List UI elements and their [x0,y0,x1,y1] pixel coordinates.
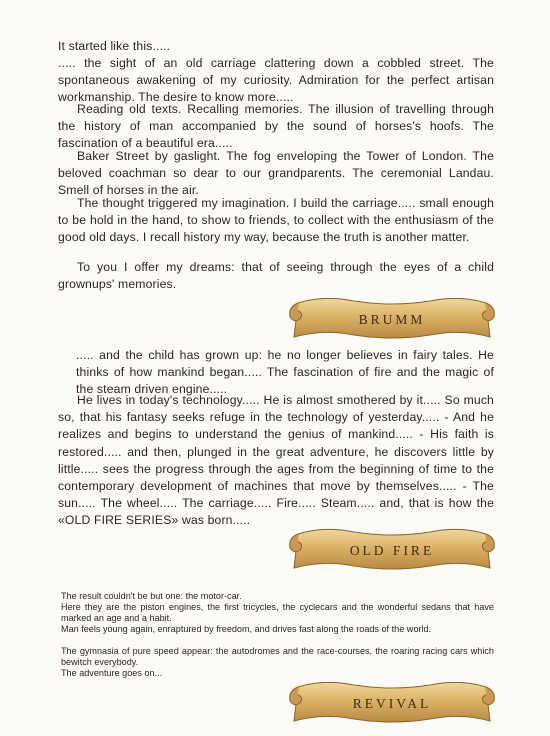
closing-line-young-again: Man feels young again, enraptured by freedom, and drives fast along the roads of the world. [61,624,432,634]
old-fire-banner-label: OLD FIRE [349,543,435,558]
closing-line-gymnasia: The gymnasia of pure speed appear: the autodromes and the race-courses, the roaring racing cars which bewitch everybody. [61,646,494,668]
closing-line-adventure: The adventure goes on... [61,668,163,678]
intro-paragraph-dreams: To you I offer my dreams: that of seeing through the eyes of a child grownups' memories. [58,260,494,292]
brumm-scroll-banner [284,293,500,347]
middle-paragraph-child: ..... and the child has grown up: he no longer believes in fairy tales. He thinks of how mankind began..... The fascination of fire and the magic of the steam driven engine..... [76,348,494,397]
old-fire-scroll-banner [284,524,500,578]
intro-paragraph-carriage: ..... the sight of an old carriage clattering down a cobbled street. The spontaneous awakening of my curiosity. Admiration for the perfect artisan workmanship. The desire to know more..... [58,56,494,105]
intro-paragraph-imagination: The thought triggered my imagination. I build the carriage..... small enough to be hold in the hand, to show to friends, to collect with the enthusiasm of the good old days. I recall history my way, because the truth is another matter. [58,196,494,245]
middle-paragraph-technology: He lives in today's technology..... He is almost smothered by it..... So much so, that his fantasy seeks refuge in the technology of yesterday..... - And he realizes and begins to understand the genius of mankind..... - His faith is restored..... and then, plunged in the great adventure, he discovers little by little..... sees the progress through the ages from the beginning of time to the contemporary development of machines that move by themselves..... - The sun..... The wheel..... The carriage..... Fire..... Steam..... and, that is how the «OLD FIRE SERIES» was born..... [58,393,494,528]
revival-banner-label: REVIVAL [352,696,432,711]
intro-paragraph-reading: Reading old texts. Recalling memories. The illusion of travelling through the history of man accompanied by the sound of horses's hoofs. The fascination of a beautiful era..... [58,102,494,151]
closing-line-piston-engines: Here they are the piston engines, the first tricycles, the cyclecars and the wonderful sedans that have marked an age and a habit. [61,602,494,624]
closing-line-motor-car: The result couldn't be but one: the motor-car. [61,591,242,601]
brumm-banner-label: BRUMM [358,312,426,327]
intro-opening-line: It started like this..... [58,39,171,53]
revival-scroll-banner [284,677,500,731]
intro-paragraph-baker-street: Baker Street by gaslight. The fog enveloping the Tower of London. The beloved coachman so dear to our grandparents. The ceremonial Landau. Smell of horses in the air. [58,149,494,198]
